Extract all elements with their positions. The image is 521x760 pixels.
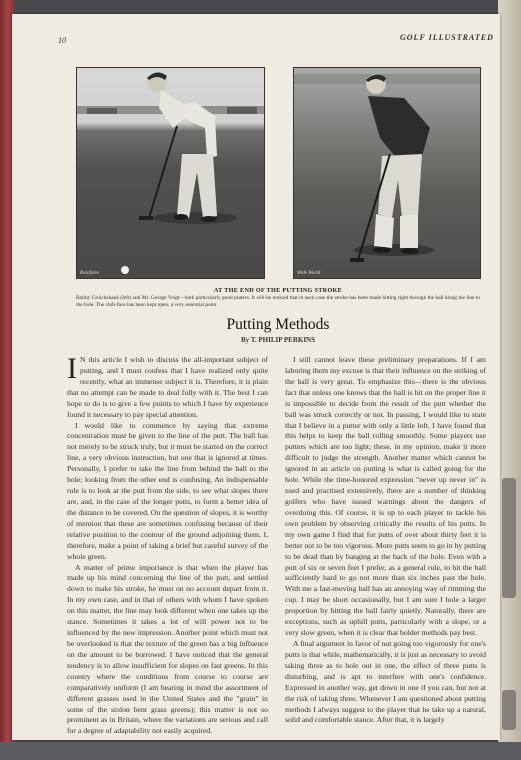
- article-paragraph: [67, 352, 268, 421]
- article-column-right: [285, 355, 486, 726]
- magazine-title: GOLF ILLUSTRATED: [400, 33, 494, 42]
- drop-cap: I: [67, 352, 77, 385]
- photo-caption-title: AT THE END OF THE PUTTING STROKE: [213, 287, 343, 294]
- article-column-left: [67, 352, 268, 737]
- photo-caption-body: Bobby Cruickshank (left) and Mr. George Voigt—both particularly good putters. It will be noticed that in each case the stroke has been made hitting right through the ball along the line to the hole. The club-face has been kept open, a very essential point: [76, 295, 480, 308]
- photo-credit-right: Wide World: [297, 271, 321, 276]
- golfer-putting-illustration-left: [77, 68, 264, 278]
- article-byline: By T. PHILIP PERKINS: [240, 336, 316, 344]
- article-title: Putting Methods: [226, 316, 330, 333]
- article-paragraph: A matter of prime importance is that when the player has made up his mind concerning the line of the putt, and settled down to make his stroke, he must on no account depart from it. In my own case, and in that of others with whom I have spoken on this matter, the line may look different when one takes up the stance. Sometimes it takes a lot of will power not to be influenced by the new impression. Another point which must not be overlooked is that the texture of the green has a big influence on the amount to be borrowed. I have noticed that the general tendency is to allow insufficient for slopes on fast greens. In this country where the conditions from course to course are comparatively uniform (I am bearing in mind the assortment of different grasses used in the United States and the "grain" in some of the stolon bent grass greens); this matter is not so prominent as in Britain, where the variations are serious and call for a degree of adaptability not easily acquired.: [67, 562, 268, 736]
- photo-george-voigt: [293, 67, 481, 279]
- paragraph-text: N this article I wish to discuss the all-important subject of putting, and I must confess that I have realized only quite recently, what an immense subject it is. Therefore, it is plain that no attempt can be made to deal fully with it. The best I can hope to do is to give a few points to which I have by experience found it necessary to pay special attention.: [67, 355, 268, 419]
- article-paragraph: A final argument in favor of not going too vigorously for one's putts is that while, mathematically, it is just as necessary to avoid taking three as to hole out in one, the effect of three putts is disturbing, and is apt to interfere with one's confidence. Expressed in another way, get down in one if you can, but not at the risk of taking three. Whenever I am questioned about putting methods I always suggest to the player that he take up a natural, solid and comfortable stance. After that, it is largely: [285, 638, 486, 725]
- next-page-edge: [498, 0, 521, 742]
- article-paragraph: I would like to commence by saying that extreme concentration must be given to the line of the putt. The ball has not merely to be struck truly, but it must be started on the correct line, a very obvious instruction, but one that is ignored at times. Personally, I prefer to take the line from behind the ball to the hole; looking from the other end is confusing. An indispensable rule is to look at the putt from the side, to see what slopes there are, and, in the case of the longer putts, to form a better idea of the distance to be covered. On the question of slopes, it is worthy of mention that these are sometimes confusing because of their relative position to the contour of the ground adjoining them. I, therefore, make a point of taking a brief but careful survey of the whole green.: [67, 420, 268, 561]
- page-number: 10: [58, 36, 66, 45]
- golfer-putting-illustration-right: [294, 68, 480, 278]
- next-page-text-fragment: [502, 690, 516, 730]
- next-page-photo-fragment: [502, 478, 516, 598]
- article-paragraph: I still cannot leave these preliminary preparations. If I am laboring them my excuse is that their influence on the striking of the ball is very great. To emphasize this—there is the obvious fact that unless one knows that the ball is hit on the proper line it is impossible to decide from the result of the putt whether the ball was struck correctly or not. In passing, I would like to state that I believe in a putter with only a little loft. I have found that this helps to keep the ball rolling smoothly. Some players use putters which are too light; these, in my opinion, make it more difficult to judge the strength. Another matter which cannot be ignored in an article on putting is what is called going for the hole. While the time-honored expression "never up never in" is used and practised extensively, there are a number of thinking golfers who have issued warnings about the dangers of overdoing this. Of course, it is up to each player to tackle his own problem by observing critically the results of his putts. In my own game I find that for putts of over about thirty feet it is better not to be too vigorous. More putts seem to go in by putting to be dead than by banging at the back of the hole. Even with a putt of six or seven feet I prefer, as a general rule, to hit the ball sufficiently hard to go not more than six inches past the hole. With me a fast-moving ball has an annoying way of rimming the cup. I may be short occasionally, but I am sure I hole a larger proportion by hitting the ball fairly quietly. Naturally, there are exceptions, such as uphill putts, particularly with a slope, or a very slow green, when it is clear that bolder methods pay best.: [285, 355, 486, 638]
- scan-background: [0, 742, 521, 760]
- photo-bobby-cruickshank: [76, 67, 265, 279]
- photo-credit-left: Rotofotos: [80, 271, 100, 276]
